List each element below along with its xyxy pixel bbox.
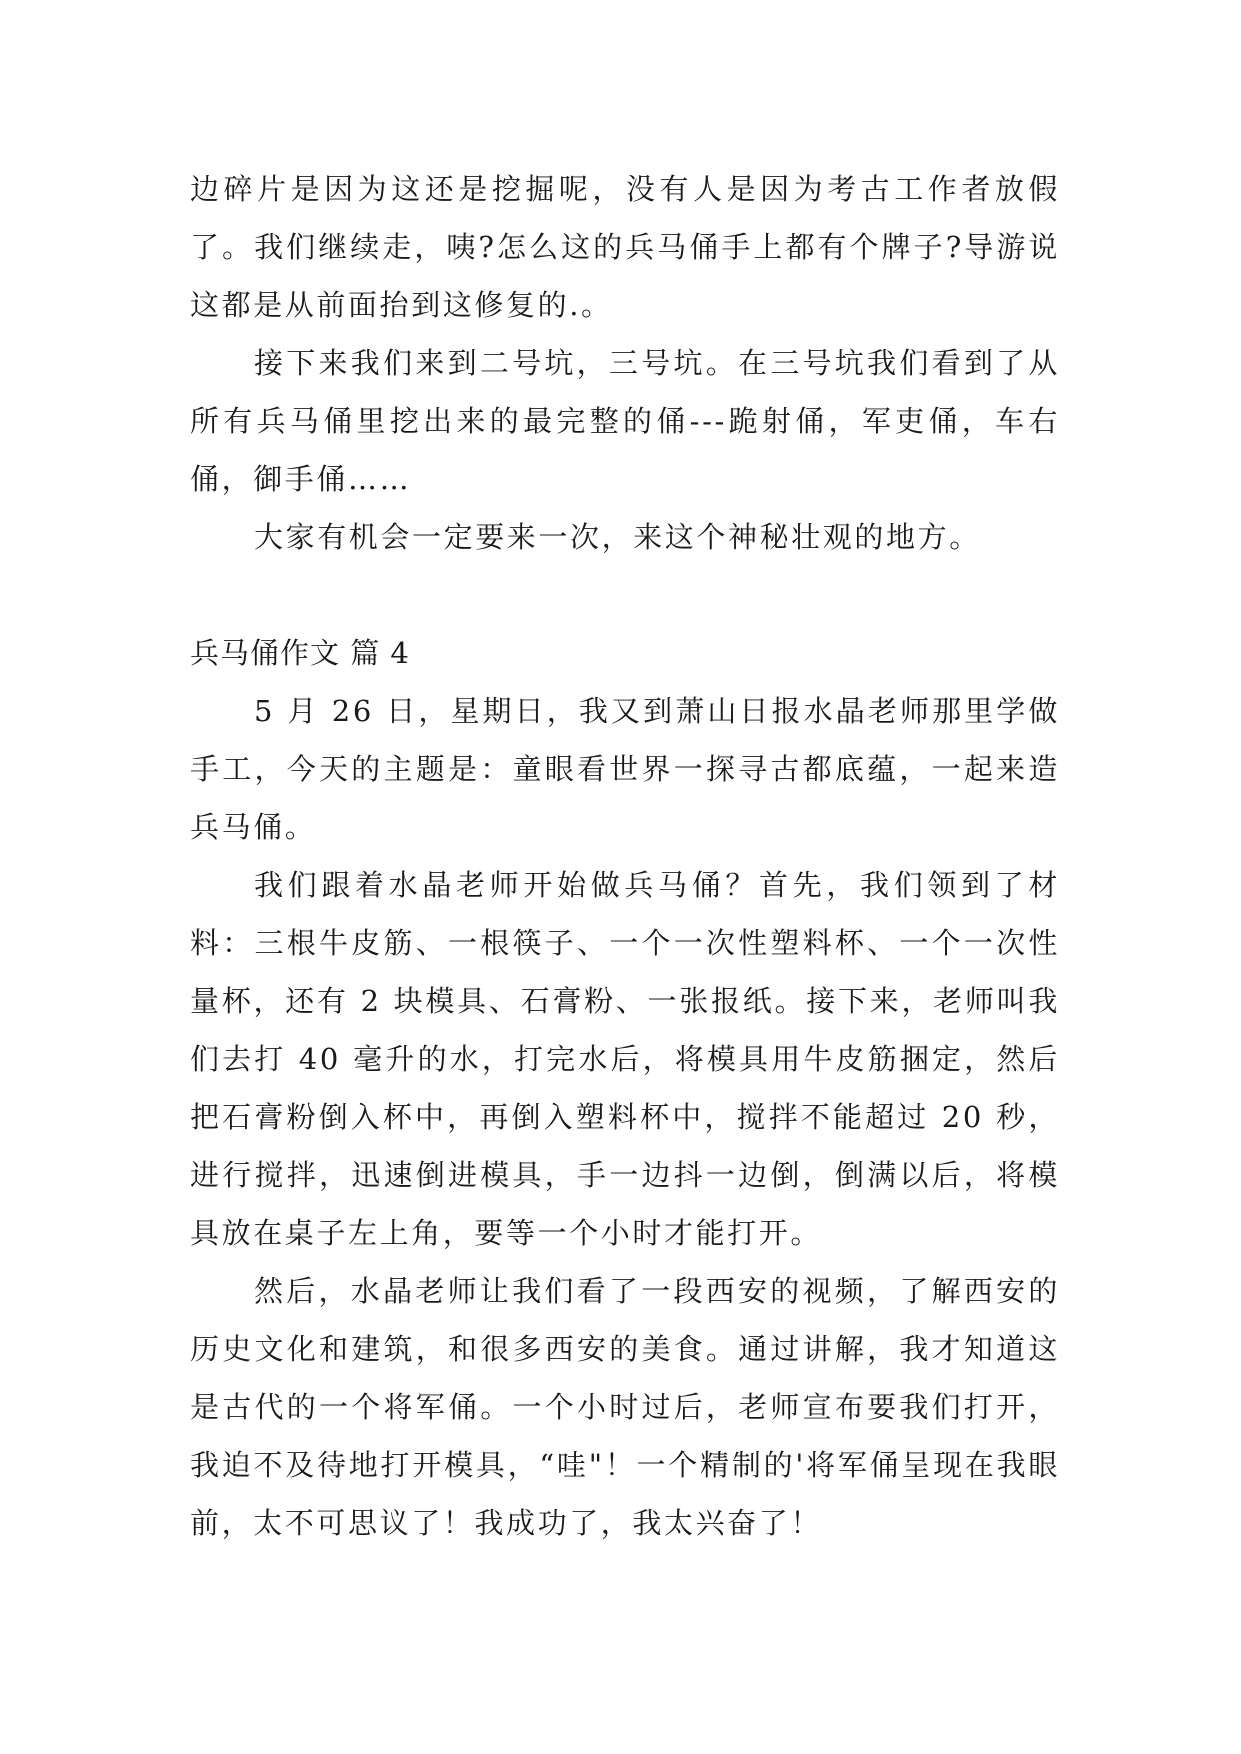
paragraph-making: 我们跟着水晶老师开始做兵马俑？首先，我们领到了材料：三根牛皮筋、一根筷子、一个一次性塑料杯、一个一次性量杯，还有 2 块模具、石膏粉、一张报纸。接下来，老师叫我们去打 40 毫升的水，打完水后，将模具用牛皮筋捆定，然后把石膏粉倒入杯中，再倒入塑料杯中，搅拌不能超过 20 秒，进行搅拌，迅速倒进模具，手一边抖一边倒，倒满以后，将模具放在桌子左上角，要等一个小时才能打开。 <box>190 868 1060 1250</box>
paragraph-pits: 接下来我们来到二号坑，三号坑。在三号坑我们看到了从所有兵马俑里挖出来的最完整的俑---跪射俑，军吏俑，车右俑，御手俑…… <box>190 346 1060 496</box>
paragraph-date: 5 月 26 日，星期日，我又到萧山日报水晶老师那里学做手工，今天的主题是：童眼看世界一探寻古都底蕴，一起来造兵马俑。 <box>190 694 1060 844</box>
document-body <box>190 160 1060 1552</box>
paragraph-continued: 边碎片是因为这还是挖掘呢，没有人是因为考古工作者放假了。我们继续走，咦?怎么这的兵马俑手上都有个牌子?导游说这都是从前面抬到这修复的.。 <box>190 172 1060 322</box>
paragraph-invitation: 大家有机会一定要来一次，来这个神秘壮观的地方。 <box>254 520 981 554</box>
paragraph-result: 然后，水晶老师让我们看了一段西安的视频，了解西安的历史文化和建筑，和很多西安的美食。通过讲解，我才知道这是古代的一个将军俑。一个小时过后，老师宣布要我们打开，我迫不及待地打开模具，“哇"！一个精制的'将军俑呈现在我眼前，太不可思议了！我成功了，我太兴奋了！ <box>190 1274 1060 1540</box>
section-heading: 兵马俑作文 篇 4 <box>190 636 410 670</box>
